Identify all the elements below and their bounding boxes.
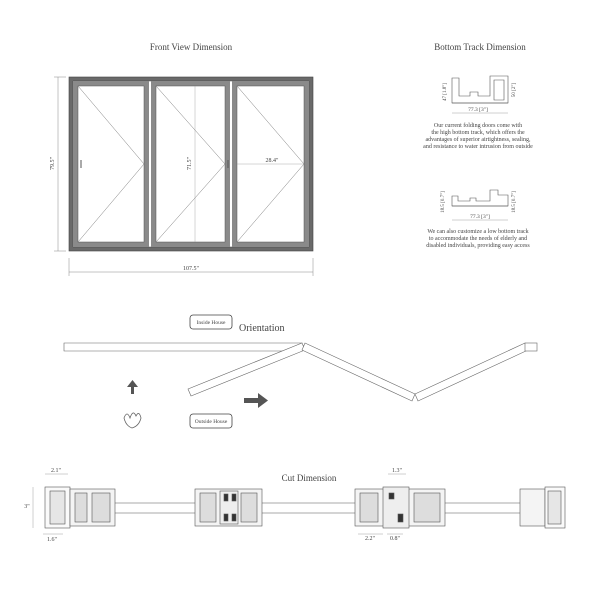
inner-height-label: 71.5" [187, 157, 193, 170]
inside-house-label: Inside House [196, 320, 226, 326]
outside-house-label: Outside House [194, 419, 228, 425]
panel-width-label: 28.4" [265, 158, 279, 164]
high-track-desc-1: Our current folding doors come with [433, 123, 523, 129]
high-track-profile [452, 76, 508, 103]
front-view-section [50, 42, 313, 276]
high-track-desc-2: the high bottom track, which offers the [431, 130, 525, 136]
low-track-left-height: 18.5 [0.7"] [441, 191, 446, 213]
cut-dim-left: 3" [24, 504, 30, 510]
low-track-desc-3: disabled individuals, providing easy access [426, 243, 530, 249]
high-track-left-height: 47 [1.8"] [443, 83, 448, 101]
high-track-desc-4: and resistance to water intrusion from outside [423, 144, 533, 150]
front-view-title: Front View Dimension [149, 42, 233, 52]
low-track-desc-1: We can also customize a low bottom track [427, 229, 529, 235]
cut-section [24, 468, 565, 543]
right-track-bar [525, 343, 537, 351]
low-track-right-height: 18.5 [0.7"] [512, 191, 517, 213]
cut-title: Cut Dimension [281, 473, 337, 483]
low-track-profile [452, 190, 508, 206]
right-arrow-icon [244, 393, 268, 408]
person-icon [124, 413, 141, 428]
high-track-width: 77.3 [3"] [468, 107, 488, 113]
bottom-track-title: Bottom Track Dimension [434, 42, 526, 52]
cut-dim-top-left: 2.1" [51, 468, 61, 474]
folded-leaf-2 [302, 343, 415, 401]
height-label: 79.5" [50, 157, 56, 170]
cut-dim-bottom-mid-a: 2.2" [365, 536, 375, 542]
bottom-track-section [423, 42, 533, 249]
orientation-section [64, 315, 537, 428]
fixed-track-bar [64, 343, 302, 351]
folded-leaf-3 [415, 343, 528, 401]
low-track-desc-2: to accommodate the needs of elderly and [428, 236, 528, 242]
cut-dim-bottom-mid-b: 0.8" [390, 536, 400, 542]
cut-profile-strip [45, 487, 565, 528]
high-track-desc-3: advantages of superior airtightness, sealing, [425, 137, 531, 143]
total-width-label: 107.5" [183, 266, 199, 272]
low-track-width: 77.3 [3"] [470, 214, 490, 220]
up-arrow-icon [127, 380, 138, 394]
high-track-right-height: 50 [2"] [512, 82, 517, 98]
door-panel-1-glass [78, 86, 144, 242]
cut-dim-bottom-left: 1.6" [47, 537, 57, 543]
cut-dim-top-mid: 1.3" [392, 468, 402, 474]
orientation-title: Orientation [239, 323, 285, 334]
